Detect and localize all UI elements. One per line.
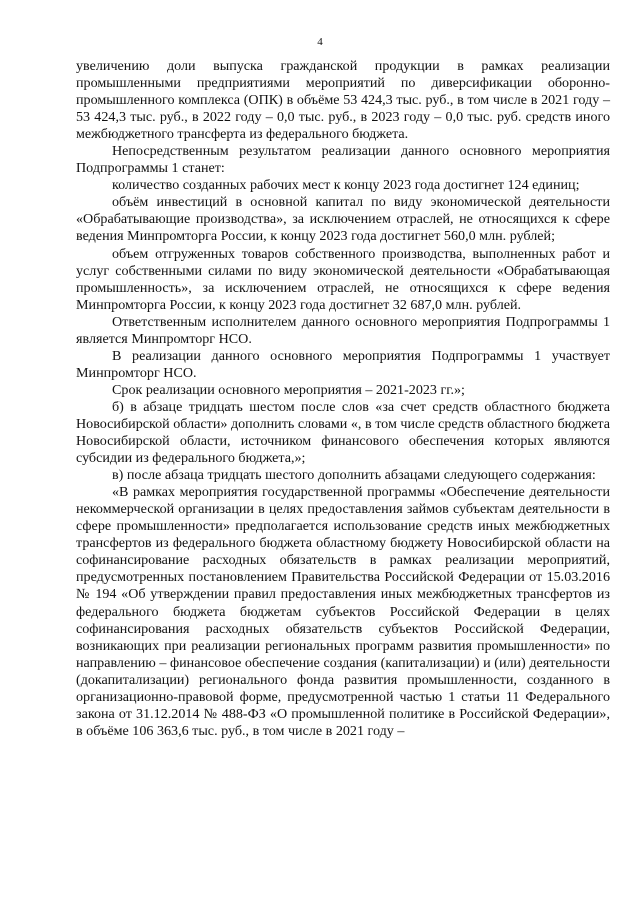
paragraph-amendment-b: б) в абзаце тридцать шестом после слов «за счет средств областного бюджета Новосибирской области» дополнить словами «, в том числе средств областного бюджета Новосибирской области, источником финансового обеспечения которых являются субсидии из федерального бюджета,»; bbox=[76, 398, 610, 467]
paragraph-shipped-goods: объем отгруженных товаров собственного производства, выполненных работ и услуг собственными силами по виду экономической деятельности «Обрабатывающая промышленность», за исключением отраслей, не относящихся к сфере ведения Минпромторга России, к концу 2023 года достигнет 32 687,0 млн. рублей. bbox=[76, 245, 610, 313]
paragraph-quoted-addition: «В рамках мероприятия государственной программы «Обеспечение деятельности некоммерческой организации в целях предоставления займов субъектам деятельности в сфере промышленности» предполагается использование средств иных межбюджетных трансфертов из федерального бюджета областному бюджету Новосибирской области на софинансирование расходных обязательств в рамках реализации мероприятий, предусмотренных постановлением Правительства Российской Федерации от 15.03.2016 № 194 «Об утверждении правил предоставления иных межбюджетных трансфертов из федерального бюджета бюджетам субъектов Российской Федерации в целях софинансирования расходных обязательств субъектов Российской Федерации, возникающих при реализации региональных программ развития промышленности» по направлению – финансовое обеспечение создания (капитализации) и (или) деятельности (докапитализации) регионального фонда развития промышленности, созданного в организационно-правовой форме, предусмотренной частью 1 статьи 11 Федерального закона от 31.12.2014 № 488-ФЗ «О промышленной политике в Российской Федерации», в объёме 106 363,6 тыс. руб., в том числе в 2021 году – bbox=[76, 484, 610, 739]
paragraph-investments: объём инвестиций в основной капитал по виду экономической деятельности «Обрабатывающие производства», за исключением отраслей, не относящихся к сфере ведения Минпромторга России, к концу 2023 года достигнет 560,0 млн. рублей; bbox=[76, 194, 610, 245]
paragraph-participant: В реализации данного основного мероприятия Подпрограммы 1 участвует Минпромторг НСО. bbox=[76, 347, 610, 381]
paragraph-term: Срок реализации основного мероприятия – 2021-2023 гг.»; bbox=[112, 381, 465, 398]
page-number: 4 bbox=[317, 36, 323, 48]
paragraph-continuation: увеличению доли выпуска гражданской продукции в рамках реализации промышленными предприятиями мероприятий по диверсификации оборонно-промышленного комплекса (ОПК) в объёме 53 424,3 тыс. руб., в том числе в 2021 году – 53 424,3 тыс. руб., в 2022 году – 0,0 тыс. руб., в 2023 году – 0,0 тыс. руб. средств иного межбюджетного трансферта из федерального бюджета. bbox=[76, 58, 610, 143]
paragraph-result-intro: Непосредственным результатом реализации данного основного мероприятия Подпрограммы 1 станет: bbox=[76, 143, 610, 177]
document-body bbox=[76, 58, 610, 740]
paragraph-amendment-v: в) после абзаца тридцать шестого дополнить абзацами следующего содержания: bbox=[112, 467, 596, 484]
paragraph-responsible-executor: Ответственным исполнителем данного основного мероприятия Подпрограммы 1 является Минпромторг НСО. bbox=[76, 313, 610, 347]
paragraph-jobs: количество созданных рабочих мест к концу 2023 года достигнет 124 единиц; bbox=[112, 177, 580, 194]
